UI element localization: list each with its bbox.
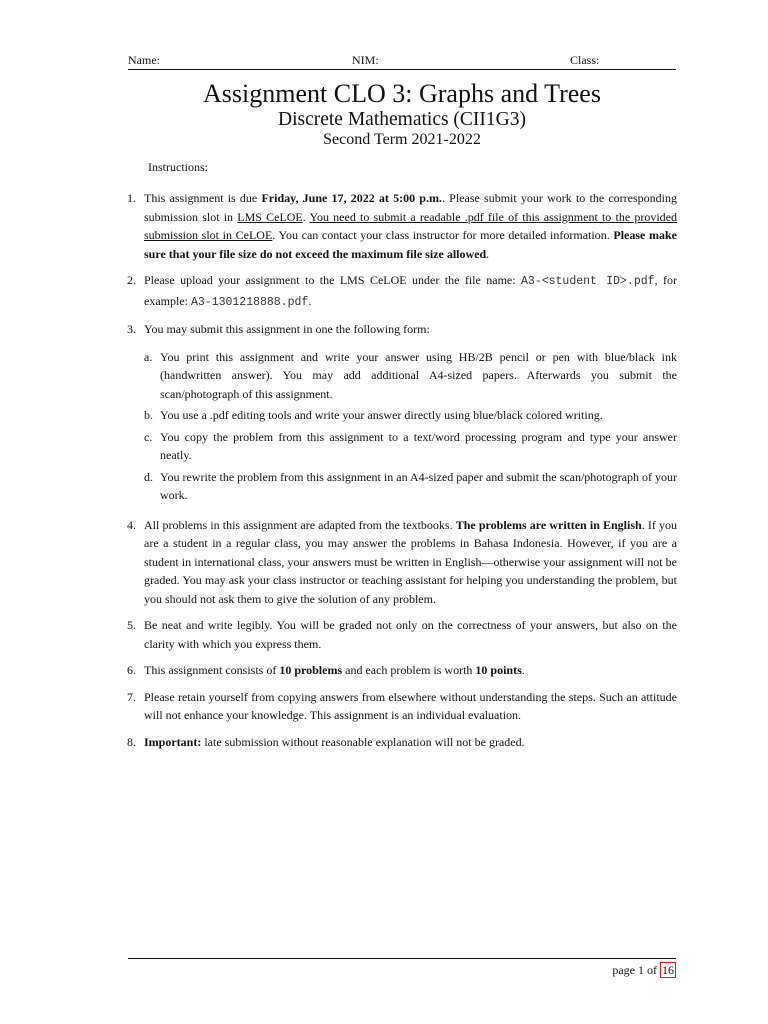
course-title: Discrete Mathematics (CII1G3) bbox=[278, 109, 526, 130]
list-item bbox=[127, 189, 677, 263]
text-run: and each problem is worth bbox=[342, 663, 476, 677]
list-item bbox=[127, 733, 677, 752]
item-number: 3. bbox=[127, 322, 136, 336]
instructions-list bbox=[127, 189, 677, 759]
sub-item-letter: c. bbox=[144, 429, 153, 444]
class-label: Class: bbox=[570, 53, 600, 67]
item-text bbox=[144, 189, 677, 263]
item-text: Please retain yourself from copying answers from elsewhere without understanding the steps. Such an attitude will not enhance your knowledge. This assignment is an individual evaluation. bbox=[144, 689, 677, 722]
title-block bbox=[128, 78, 676, 149]
term-label: Second Term 2021-2022 bbox=[323, 131, 481, 148]
page-label: page 1 of bbox=[612, 963, 660, 977]
file-name-example: A3-1301218888.pdf bbox=[190, 295, 309, 309]
list-item bbox=[127, 320, 677, 508]
sub-list-item bbox=[144, 406, 677, 425]
text-run: . bbox=[302, 209, 310, 224]
text-run: . bbox=[521, 663, 525, 677]
due-date: Friday, June 17, 2022 at 5:00 p.m. bbox=[261, 191, 442, 205]
pdf-requirement: You need to submit a readable .pdf file of this assignment to the provided submission slot in CeLOE bbox=[144, 209, 677, 242]
lms-link[interactable]: LMS CeLOE bbox=[237, 209, 303, 224]
text-run: This assignment consists of bbox=[144, 663, 280, 677]
list-item bbox=[127, 271, 677, 312]
item-text bbox=[144, 733, 677, 752]
item-text bbox=[144, 516, 677, 609]
sub-item-letter: b. bbox=[144, 408, 153, 422]
sub-list-item bbox=[144, 348, 677, 404]
sub-item-text: You use a .pdf editing tools and write your answer directly using blue/black colored writing. bbox=[160, 408, 603, 422]
text-run: . You can contact your class instructor for more detailed information. bbox=[272, 228, 614, 242]
page-number bbox=[612, 962, 676, 978]
file-size-warning: Please make sure that your file size do not exceed the maximum file size allowed bbox=[144, 228, 678, 261]
nim-label: NIM: bbox=[352, 53, 379, 67]
text-run: All problems in this assignment are adapted from the textbooks. bbox=[144, 517, 456, 532]
item-text bbox=[144, 320, 677, 508]
text-run: . bbox=[308, 293, 312, 308]
item-number: 8. bbox=[127, 734, 136, 749]
sub-item-text: You copy the problem from this assignment to a text/word processing program and type your answer neatly. bbox=[160, 429, 677, 462]
important-label: Important: bbox=[144, 734, 202, 749]
sub-list-item bbox=[144, 428, 677, 465]
sub-item-letter: d. bbox=[144, 469, 153, 484]
text-run: You may submit this assignment in one the following form: bbox=[144, 322, 430, 336]
text-run: , for example: bbox=[144, 273, 677, 308]
student-info-header bbox=[128, 52, 676, 70]
text-run: Please upload your assignment to the LMS CeLOE under the file name: bbox=[144, 273, 522, 287]
text-run: . bbox=[486, 246, 490, 261]
sub-list bbox=[144, 348, 677, 505]
total-pages-link[interactable]: 16 bbox=[662, 963, 674, 977]
instructions-heading: Instructions: bbox=[148, 160, 208, 174]
text-run: late submission without reasonable explanation will not be graded. bbox=[201, 734, 525, 749]
language-note: The problems are written in English bbox=[455, 517, 642, 532]
list-item bbox=[127, 616, 677, 653]
item-number: 7. bbox=[127, 689, 136, 704]
item-number: 5. bbox=[127, 618, 136, 632]
item-text: Be neat and write legibly. You will be graded not only on the correctness of your answers, but also on the clarity with which you express them. bbox=[144, 618, 677, 651]
item-number: 2. bbox=[127, 273, 136, 287]
item-number: 6. bbox=[127, 663, 136, 677]
item-text bbox=[144, 271, 677, 312]
sub-list-item bbox=[144, 468, 677, 505]
text-run: . If you are a student in a regular class, you may answer the problems in Bahasa Indonesia. However, if you are a student in international class, your answers must be written in English—otherwise your assignment will not be graded. You may ask your class instructor or teaching assistant for helping you understanding the problem, but you should not ask them to give the solution of any problem. bbox=[144, 517, 677, 606]
item-number: 4. bbox=[127, 517, 136, 532]
points-per-problem: 10 points bbox=[475, 663, 522, 677]
sub-item-text: You print this assignment and write your answer using HB/2B pencil or pen with blue/black ink (handwritten answer). You may add additional A4-sized papers. Afterwards you submit the scan/photograph of this assignment. bbox=[160, 349, 677, 401]
list-item bbox=[127, 661, 677, 680]
list-item bbox=[127, 516, 677, 609]
text-run: . Please submit your work to the corresponding submission slot in bbox=[144, 191, 677, 224]
item-number: 1. bbox=[127, 191, 136, 205]
list-item bbox=[127, 688, 677, 725]
item-text bbox=[144, 661, 677, 680]
problem-count: 10 problems bbox=[279, 663, 343, 677]
name-label: Name: bbox=[128, 53, 160, 67]
sub-item-text: You rewrite the problem from this assignment in an A4-sized paper and submit the scan/photograph of your work. bbox=[160, 469, 677, 502]
footer-rule bbox=[128, 958, 676, 959]
text-run: This assignment is due bbox=[144, 191, 262, 205]
sub-item-letter: a. bbox=[144, 349, 153, 364]
assignment-title: Assignment CLO 3: Graphs and Trees bbox=[203, 79, 601, 108]
file-name-pattern: A3-<student ID>.pdf bbox=[521, 275, 655, 288]
